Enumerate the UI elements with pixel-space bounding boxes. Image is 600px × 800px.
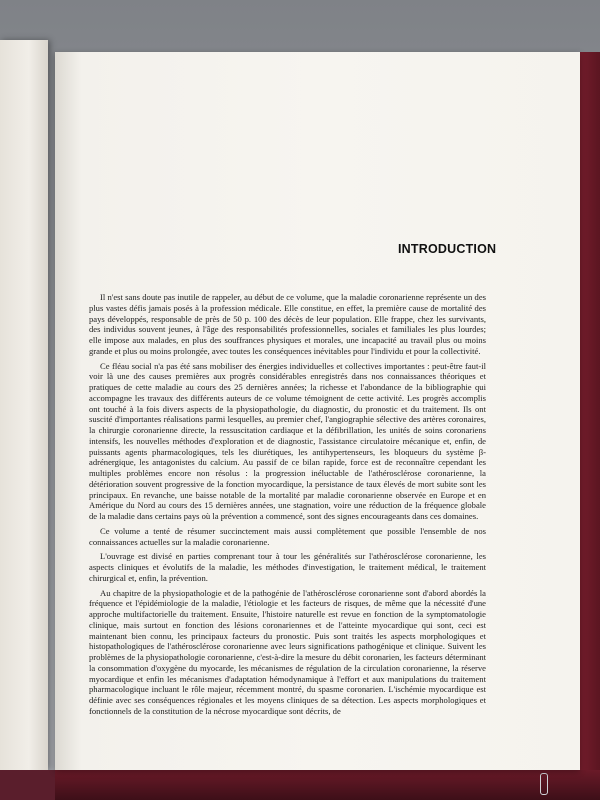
paragraph: Il n'est sans doute pas inutile de rappeler, au début de ce volume, que la maladie coronarienne représente un des plus vastes défis jamais posés à la profession médicale. Elle constitue, en effet, la première cause de mortalité des pays développés, responsable de près de 50 p. 100 des décès de leur population. Elle frappe, chez les survivants, des individus souvent jeunes, à l'âge des responsabilités professionnelles, sociales et familiales les plus lourdes; elle impose aux malades, en plus des souffrances physiques et morales, une incapacité au travail plus ou moins grande et plus ou moins prolongée, avec toutes les conséquences inévitables pour l'individu et pour la collectivité.	[89, 292, 486, 356]
paperclip-icon	[540, 773, 548, 795]
page-title: INTRODUCTION	[398, 242, 497, 256]
left-page-edge	[0, 40, 48, 770]
book-cover-bottom-left	[0, 770, 60, 800]
book-cover-bottom	[55, 770, 600, 800]
paragraph: Au chapitre de la physiopathologie et de la pathogénie de l'athérosclérose coronarienne sont d'abord abordés la fréquence et l'épidémiologie de la maladie, l'étiologie et les facteurs de risques, de même que la nécessité d'une approche multifactorielle du traitement. Ensuite, l'histoire naturelle est revue en fonction de la symptomatologie clinique, mais surtout en fonction des lésions coronariennes et de l'atteinte myocardique qui sont, ceci est maintenant bien connu, les principaux facteurs du pronostic. Puis sont traités les aspects morphologiques et histopathologiques de l'athérosclérose coronarienne avec leurs significations pathogénique et clinique. Suivent les problèmes de la physiopathologie coronarienne, c'est-à-dire la mesure du débit coronarien, les facteurs déterminant la consommation d'oxygène du myocarde, les mécanismes de régulation de la circulation coronarienne, la réserve myocardique et enfin les mécanismes d'adaptation hémodynamique à l'effort et aux manipulations du traitement pharmacologique incluant le rôle majeur, récemment montré, du spasme coronarien. L'ischémie myocardique est définie avec ses conséquences régionales et les moyens cliniques de sa détection. Les aspects morphologiques et fonctionnels de la constitution de la nécrose myocardique sont décrits, de	[89, 587, 486, 716]
paragraph: L'ouvrage est divisé en parties comprenant tour à tour les généralités sur l'athérosclérose coronarienne, les aspects cliniques et évolutifs de la maladie, les méthodes d'investigation, le traitement médical, le traitement chirurgical et, enfin, la prévention.	[89, 551, 486, 583]
paragraph: Ce volume a tenté de résumer succinctement mais aussi complètement que possible l'ensemble de nos connaissances actuelles sur la maladie coronarienne.	[89, 525, 486, 547]
paragraph: Ce fléau social n'a pas été sans mobiliser des énergies individuelles et collectives importantes : peut-être faut-il voir là une des causes premières aux progrès considérables enregistrés dans nos connaissances théoriques et pratiques de cette maladie au cours des 25 dernières années; la richesse et l'abondance de la bibliographie qui accompagne les travaux des différents auteurs de ce volume témoignent de cette activité. Les progrès accomplis ont touché à la fois divers aspects de la physiopathologie, du diagnostic, du pronostic et du traitement. Ils ont suscité d'importantes réalisations parmi lesquelles, au premier chef, l'angiographie sélective des artères coronaires, la chirurgie coronarienne directe, la ressuscitation cardiaque et la défibrillation, les unités de soins coronariens intensifs, les nouvelles méthodes d'exploration et de diagnostic, l'assistance circulatoire mécanique et, enfin, de puissants agents pharmacologiques, tels les diurétiques, les antihypertenseurs, les bloqueurs du système β-adrénergique, les antagonistes du calcium. Au passif de ce bilan rapide, force est de reconnaître cependant les multiples problèmes encore non résolus : la progression inéluctable de l'athérosclérose coronarienne, la détérioration souvent progressive de la fonction myocardique, la persistance de taux élevés de mort subite sont les principaux. En revanche, une baisse notable de la mortalité par maladie coronarienne observée en Europe et en Amérique du Nord au cours des 15 dernières années, une stagnation, voire une réduction de la fréquence globale de la maladie dans certains pays où la prévention a commencé, sont des signes encourageants dans ces domaines.	[89, 360, 486, 521]
body-text	[89, 292, 486, 721]
